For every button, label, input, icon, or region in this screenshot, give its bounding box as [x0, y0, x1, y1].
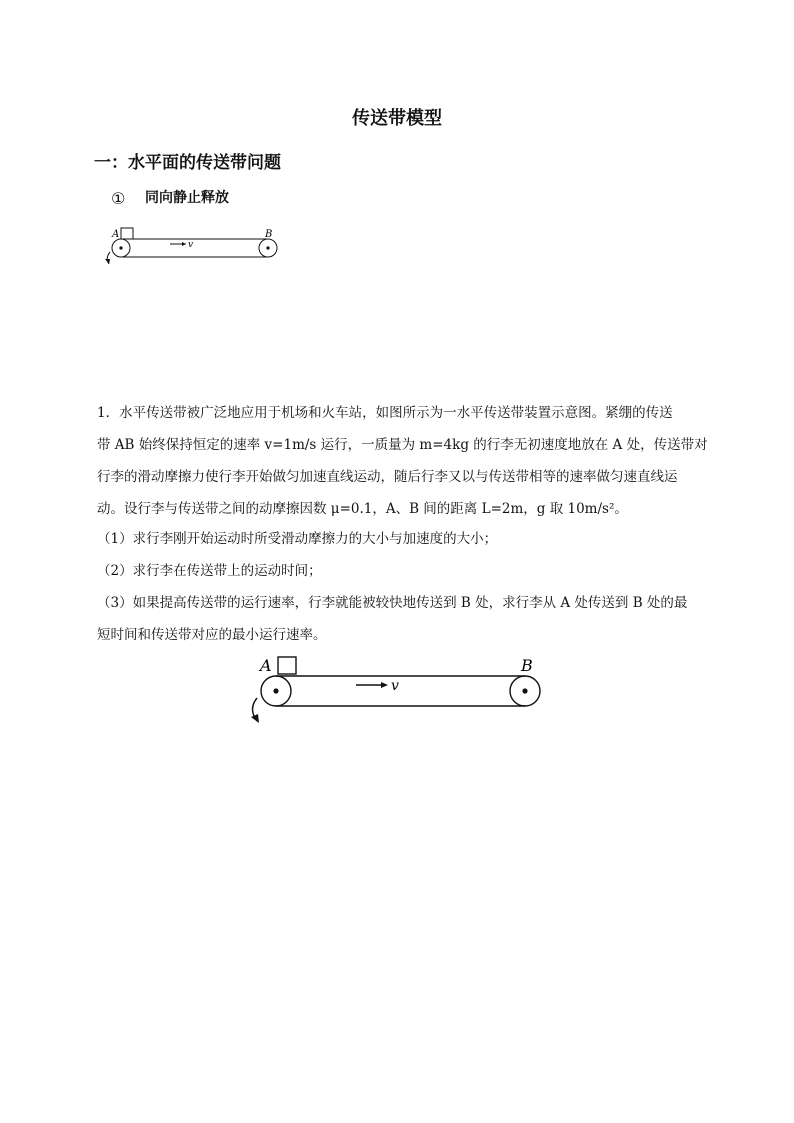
conveyor-diagram-large — [245, 653, 550, 731]
luggage-box — [121, 228, 133, 239]
conveyor-diagram-small — [100, 225, 285, 270]
question-3-line-2: 短时间和传送带对应的最小运行速率。 — [97, 627, 327, 643]
luggage-box — [278, 657, 296, 674]
label-v: v — [391, 678, 399, 694]
page-title: 传送带模型 — [352, 108, 442, 129]
subsection-title: 同向静止释放 — [145, 190, 229, 206]
question-3-line-1: （3）如果提高传送带的运行速率，行李就能被较快地传送到 B 处，求行李从 A 处传送到 B 处的最 — [97, 595, 688, 611]
label-v: v — [188, 240, 194, 250]
problem-line-4: 动。设行李与传送带之间的动摩擦因数 μ=0.1，A、B 间的距离 L=2m，g 取 10m/s²。 — [97, 501, 628, 517]
question-2: （2）求行李在传送带上的运动时间； — [97, 563, 322, 579]
subsection-number: ① — [111, 189, 126, 208]
label-b: B — [521, 656, 533, 675]
problem-line-3: 行李的滑动摩擦力使行李开始做匀加速直线运动，随后行李又以与传送带相等的速率做匀速直线运 — [97, 469, 678, 485]
problem-line-2: 带 AB 始终保持恒定的速率 v=1m/s 运行，一质量为 m=4kg 的行李无初速度地放在 A 处，传送带对 — [97, 437, 708, 453]
question-1: （1）求行李刚开始运动时所受滑动摩擦力的大小与加速度的大小； — [97, 531, 498, 547]
problem-line-1: 1．水平传送带被广泛地应用于机场和火车站，如图所示为一水平传送带装置示意图。紧绷的传送 — [97, 405, 673, 421]
label-a: A — [260, 656, 272, 675]
label-a: A — [112, 229, 120, 240]
section-heading: 一：水平面的传送带问题 — [94, 153, 281, 173]
label-b: B — [265, 229, 273, 240]
